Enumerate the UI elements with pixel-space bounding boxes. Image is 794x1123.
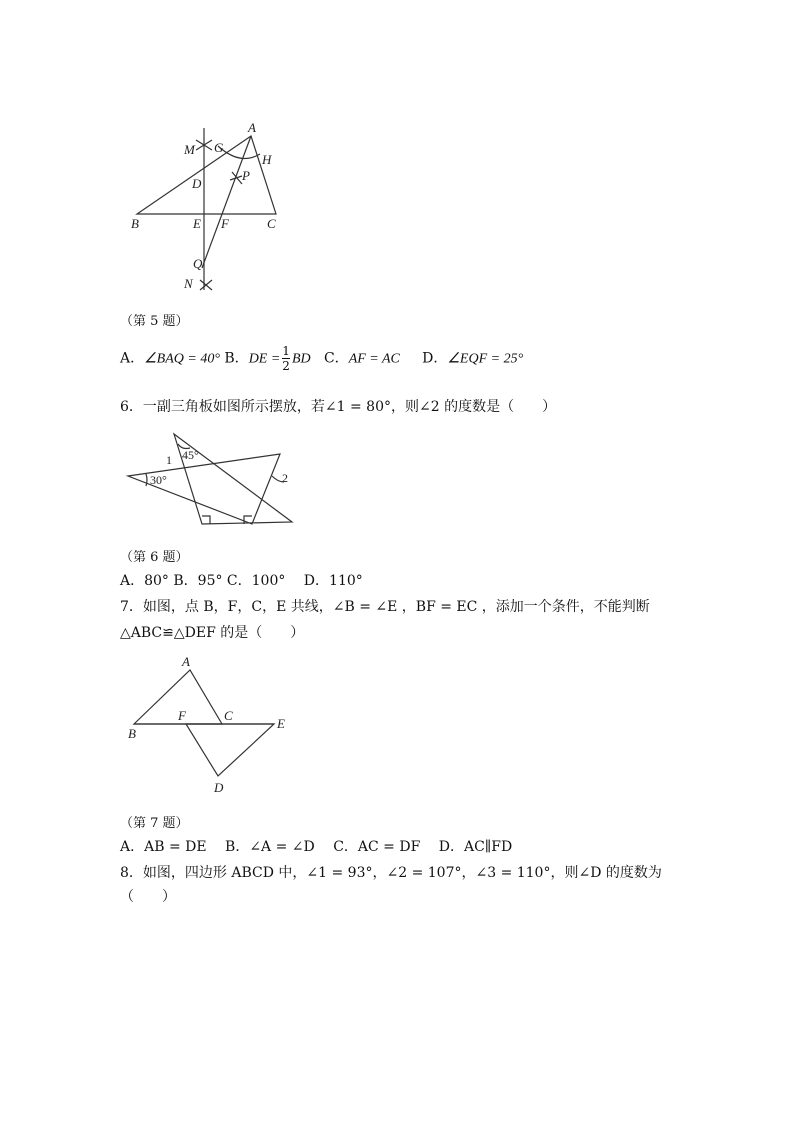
- q5-label-a: A: [248, 120, 256, 135]
- q5-label-f: F: [221, 216, 229, 231]
- q5-label-c: C: [267, 216, 276, 231]
- q5-triangle-abc: [137, 136, 276, 214]
- q7-options: A．AB = DE B．∠A = ∠D C．AC = DF D．AC∥FD: [120, 839, 513, 855]
- q5-fraction-denominator: 2: [282, 359, 290, 373]
- q5-label-q: Q: [193, 256, 203, 271]
- q5-option-a-prefix: A．: [120, 350, 145, 367]
- q5-options: [120, 344, 523, 373]
- q6-label-45: 45°: [182, 448, 199, 462]
- q5-label-p: P: [242, 168, 250, 183]
- q5-option-b-left: DE =: [248, 351, 281, 367]
- q5-option-b-fraction: [282, 344, 290, 373]
- q7-label-d: D: [214, 780, 224, 795]
- q5-option-c-prefix: C．: [323, 350, 349, 367]
- q5-label-h: H: [262, 152, 272, 167]
- q6-options: A．80° B．95° C．100° D．110°: [120, 573, 363, 589]
- q5-label-n: N: [184, 276, 193, 291]
- q5-arc-p: [230, 172, 242, 184]
- q7-question-line2: △ABC≌△DEF 的是（ ）: [120, 625, 305, 641]
- q5-label-b: B: [131, 216, 139, 231]
- q7-label-b: B: [128, 726, 136, 741]
- q5-option-b-right: BD: [291, 351, 311, 367]
- q7-caption: （第 7 题）: [120, 816, 189, 831]
- q7-question-line1: 7．如图，点 B，F，C，E 共线，∠B = ∠E ，BF = EC ，添加一个条件，不能判断: [120, 599, 650, 615]
- q6-triangle-30: [128, 454, 280, 524]
- q6-right-angle-1: [202, 516, 210, 524]
- q6-question: 6．一副三角板如图所示摆放，若∠1 = 80°，则∠2 的度数是（ ）: [120, 399, 557, 415]
- q5-option-c: AF = AC: [348, 351, 400, 367]
- q7-triangle-def: [186, 724, 274, 776]
- q6-label-1: 1: [166, 453, 172, 467]
- q5-line-aq: [202, 136, 251, 268]
- q6-caption: （第 6 题）: [120, 550, 189, 565]
- q5-label-d: D: [192, 176, 202, 191]
- q7-figure: [120, 650, 300, 798]
- q7-label-c: C: [224, 708, 233, 723]
- q5-label-m: M: [184, 142, 195, 157]
- q5-option-a: ∠BAQ = 40°: [144, 351, 220, 367]
- q6-arc-30: [146, 474, 147, 486]
- q6-figure: [120, 428, 300, 532]
- q5-arc-n: [200, 280, 212, 290]
- q5-arc-gh: [218, 146, 260, 159]
- q7-label-a: A: [182, 654, 190, 669]
- q7-label-f: F: [178, 708, 186, 723]
- q8-question-line2: （ ）: [120, 889, 176, 905]
- q6-label-30: 30°: [150, 473, 167, 487]
- q7-label-e: E: [277, 716, 285, 731]
- q8-question-line1: 8．如图，四边形 ABCD 中，∠1 = 93°，∠2 = 107°，∠3 = 110°，则∠D 的度数为: [120, 865, 662, 881]
- q5-option-d: ∠EQF = 25°: [447, 351, 524, 367]
- q5-label-g: G: [214, 140, 224, 155]
- q5-label-e: E: [193, 216, 201, 231]
- q5-fraction-numerator: 1: [282, 344, 290, 358]
- q5-figure: [120, 110, 290, 300]
- q5-option-b-prefix: B．: [224, 350, 249, 367]
- q5-option-d-prefix: D．: [422, 350, 448, 367]
- q5-caption: （第 5 题）: [120, 314, 189, 329]
- q6-label-2: 2: [282, 471, 288, 485]
